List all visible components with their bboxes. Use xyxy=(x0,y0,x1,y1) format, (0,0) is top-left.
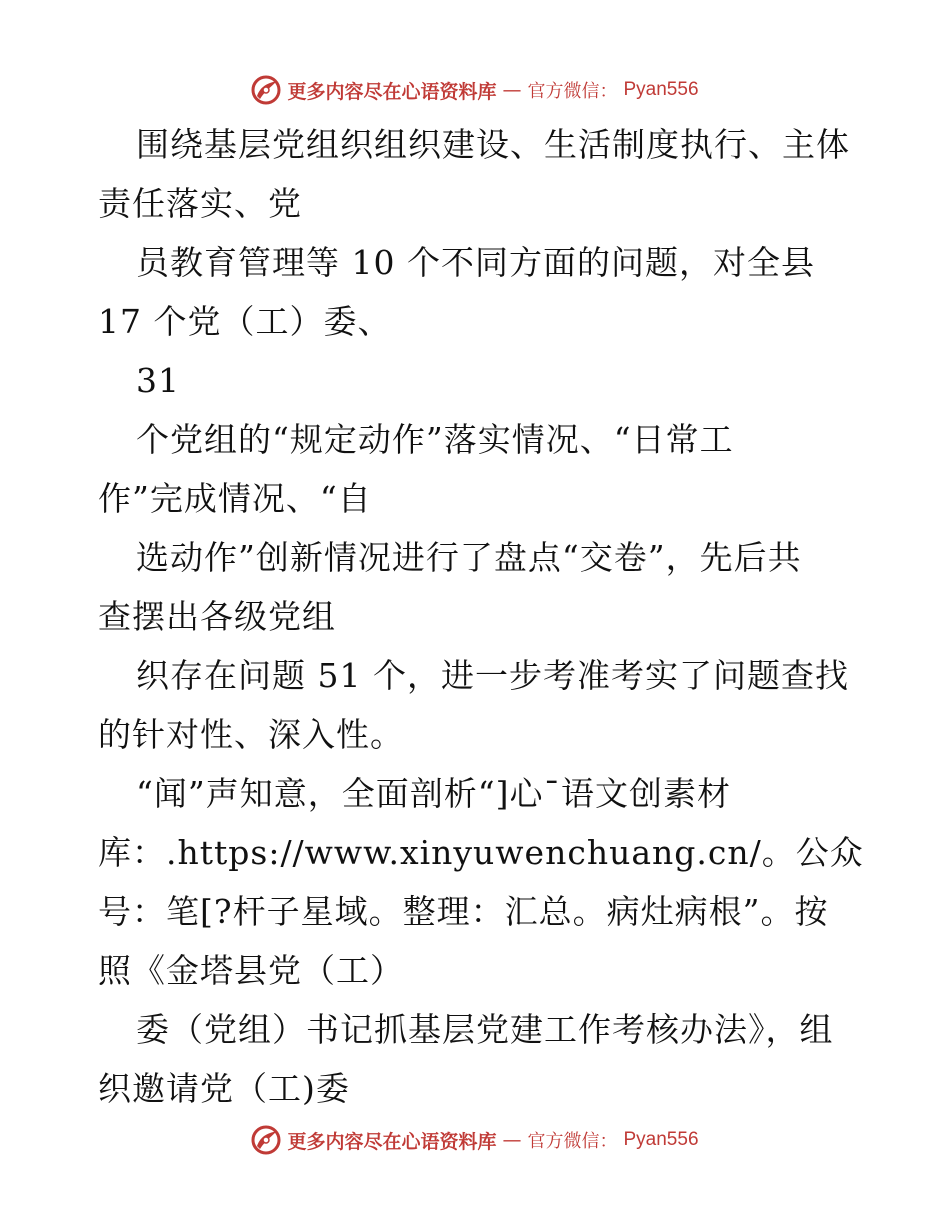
text-line: 员教育管理等 10 个不同方面的问题，对全县 xyxy=(136,243,815,282)
header-watermark-banner xyxy=(0,72,950,108)
text-line: 委（党组）书记抓基层党建工作考核办法》，组 xyxy=(136,1010,834,1049)
brand-logo-icon xyxy=(251,75,281,105)
text-line: 围绕基层党组织组织建设、生活制度执行、主体 xyxy=(136,125,850,164)
banner-text: 更多内容尽在心语资料库 xyxy=(287,80,497,103)
banner-text: 更多内容尽在心语资料库 xyxy=(287,1130,497,1153)
text-line: 17 个党（工）委、 xyxy=(98,302,392,341)
banner-wechat-label: 官方微信： xyxy=(527,1131,618,1152)
text-line: 织邀请党（工)委 xyxy=(98,1069,350,1108)
footer-watermark-banner xyxy=(0,1122,950,1158)
text-line: 个党组的“规定动作”落实情况、“日常工 xyxy=(136,420,734,459)
text-line: 选动作”创新情况进行了盘点“交卷”，先后共 xyxy=(136,538,802,577)
banner-separator: — xyxy=(502,79,522,101)
text-line: 库：.https://www.xinyuwenchuang.cn/。公众 xyxy=(98,833,864,872)
text-line: 31 xyxy=(136,361,180,400)
banner-separator: — xyxy=(502,1129,522,1151)
banner-wechat-id: Pyan556 xyxy=(623,79,699,100)
text-line: 作”完成情况、“自 xyxy=(98,479,372,518)
text-line: 的针对性、深入性。 xyxy=(98,715,404,754)
banner-wechat-label: 官方微信： xyxy=(527,81,618,102)
brand-logo-icon xyxy=(251,1125,281,1155)
text-line: “闻”声知意，全面剖析“]心¯语文创素材 xyxy=(136,774,731,813)
text-line: 号：笔[?杆子星域。整理：汇总。病灶病根”。按 xyxy=(98,892,829,931)
text-line: 责任落实、党 xyxy=(98,184,302,223)
text-line: 查摆出各级党组 xyxy=(98,597,336,636)
banner-wechat-id: Pyan556 xyxy=(623,1129,699,1150)
text-line: 织存在问题 51 个，进一步考准考实了问题查找 xyxy=(136,656,849,695)
text-line: 照《金塔县党（工） xyxy=(98,951,404,990)
